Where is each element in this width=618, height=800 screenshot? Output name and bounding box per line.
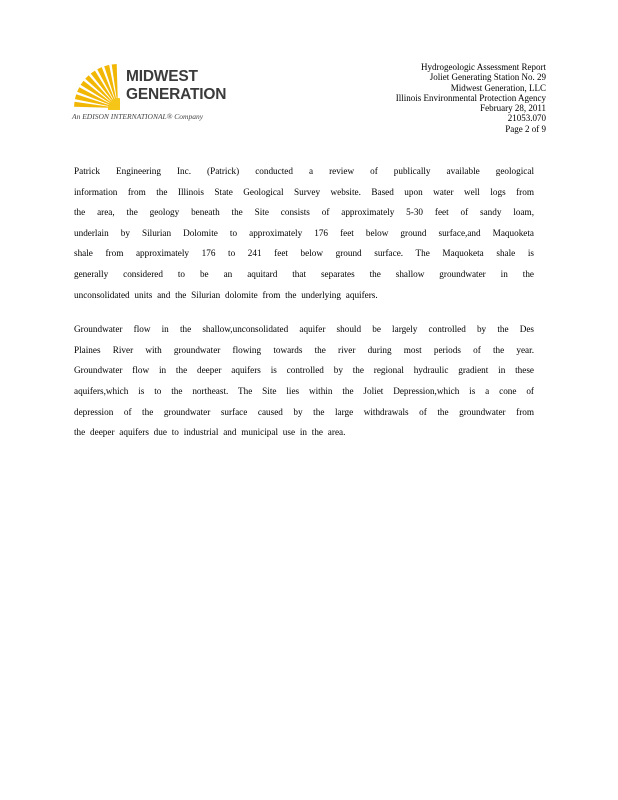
logo-name-line2: GENERATION — [126, 86, 227, 103]
text-line: generally considered to be an aquitard that separates the shallow groundwater in the — [74, 268, 534, 279]
logo-wordmark — [126, 68, 226, 104]
sun-icon — [72, 64, 120, 110]
document-header — [396, 62, 546, 134]
text-line: depression of the groundwater surface caused by the large withdrawals of the groundwater from — [74, 406, 534, 417]
report-title: Hydrogeologic Assessment Report — [421, 62, 546, 72]
agency-name: Illinois Environmental Protection Agency — [395, 92, 546, 103]
text-line: Groundwater flow in the deeper aquifers is controlled by the regional hydraulic gradient in these — [74, 365, 534, 376]
project-number: 21053.070 — [507, 113, 546, 124]
text-line: underlain by Silurian Dolomite to approximately 176 feet below ground surface,and Maquoketa — [74, 227, 534, 238]
text-line: unconsolidated units and the Silurian dolomite from the underlying aquifers. — [74, 289, 378, 300]
report-date: February 28, 2011 — [480, 103, 546, 114]
text-line: Patrick Engineering Inc. (Patrick) conducted a review of publically available geological — [74, 166, 534, 176]
logo-tagline: An EDISON INTERNATIONAL® Company — [72, 112, 204, 121]
logo-name-line1: MIDWEST — [126, 68, 198, 85]
text-line: the deeper aquifers due to industrial and municipal use in the area. — [74, 427, 346, 438]
company-logo — [72, 64, 252, 124]
page-number: Page 2 of 9 — [505, 123, 546, 134]
paragraph-groundwater — [74, 319, 534, 443]
text-line: shale from approximately 176 to 241 feet below ground surface. The Maquoketa shale is — [74, 248, 534, 259]
text-line: aquifers,which is to the northeast. The Site lies within the Joliet Depression,which is a cone of — [74, 385, 534, 396]
body-text — [74, 161, 534, 457]
text-line: Groundwater flow in the shallow,unconsolidated aquifer should be largely controlled by the Des — [74, 324, 534, 335]
station-name: Joliet Generating Station No. 29 — [429, 72, 546, 83]
text-line: Plaines River with groundwater flowing towards the river during most periods of the year. — [74, 344, 534, 355]
company-name: Midwest Generation, LLC — [450, 82, 546, 93]
paragraph-geology — [74, 161, 534, 305]
text-line: information from the Illinois State Geological Survey website. Based upon water well logs from — [74, 186, 534, 197]
text-line: the area, the geology beneath the Site consists of approximately 5-30 feet of sandy loam, — [74, 207, 534, 218]
